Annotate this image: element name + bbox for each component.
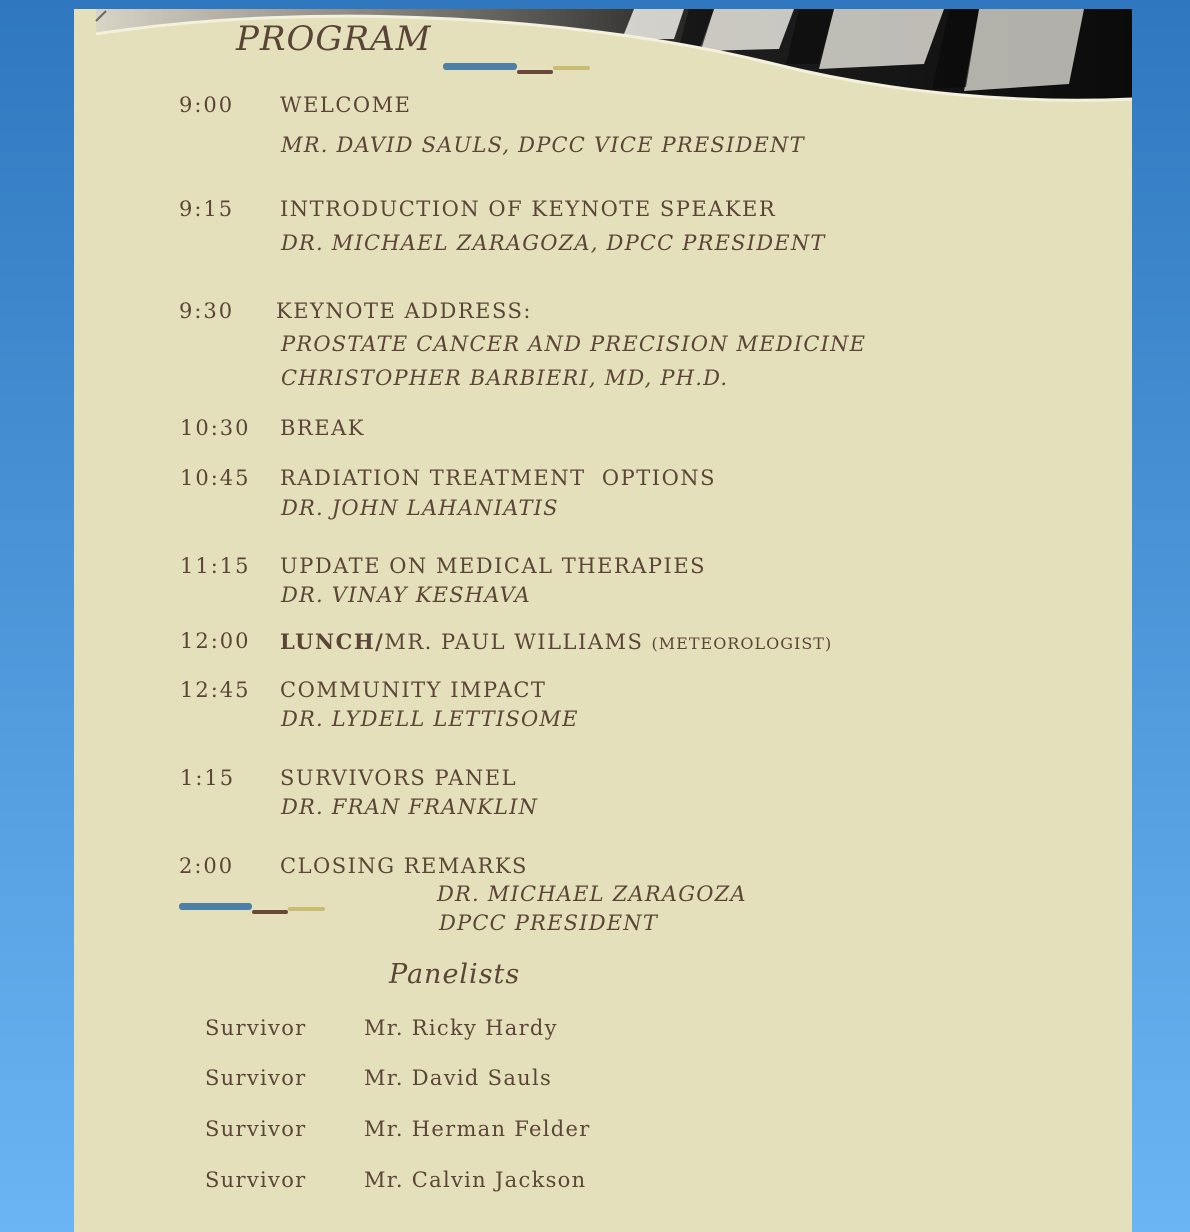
- schedule-title: COMMUNITY IMPACT: [280, 678, 547, 702]
- schedule-time: 12:00: [180, 629, 251, 653]
- schedule-title: CLOSING REMARKS: [280, 854, 528, 878]
- schedule-speaker: DR. MICHAEL ZARAGOZA, DPCC PRESIDENT: [281, 231, 826, 255]
- schedule-time: 9:00: [179, 93, 235, 117]
- schedule-speaker-title: DPCC PRESIDENT: [439, 911, 659, 935]
- schedule-title: SURVIVORS PANEL: [280, 766, 518, 790]
- section-divider: [179, 902, 329, 914]
- schedule-title: WELCOME: [280, 93, 412, 117]
- lunch-speaker-note: (METEOROLOGIST): [651, 634, 833, 653]
- schedule-speaker: DR. FRAN FRANKLIN: [281, 795, 539, 819]
- title-divider: [443, 62, 593, 74]
- schedule-speaker: CHRISTOPHER BARBIERI, MD, PH.D.: [281, 366, 729, 390]
- panelist-name: Mr. David Sauls: [364, 1066, 553, 1090]
- panelists-heading: Panelists: [389, 959, 521, 990]
- schedule-speaker: DR. MICHAEL ZARAGOZA: [437, 882, 747, 906]
- schedule-time: 1:15: [180, 766, 236, 790]
- panelist-role: Survivor: [205, 1117, 307, 1141]
- program-page: [74, 9, 1132, 1232]
- schedule-time: 9:15: [179, 197, 235, 221]
- schedule-time: 10:30: [180, 416, 251, 440]
- schedule-title: RADIATION TREATMENT OPTIONS: [280, 466, 717, 490]
- schedule-speaker: DR. LYDELL LETTISOME: [281, 707, 579, 731]
- schedule-title: BREAK: [280, 416, 365, 440]
- lunch-label: LUNCH/: [280, 629, 385, 654]
- schedule-time: 9:30: [179, 299, 235, 323]
- schedule-speaker: DR. JOHN LAHANIATIS: [281, 496, 559, 520]
- panelist-name: Mr. Calvin Jackson: [364, 1168, 587, 1192]
- schedule-time: 11:15: [180, 554, 251, 578]
- panelist-name: Mr. Ricky Hardy: [364, 1016, 558, 1040]
- schedule-title: KEYNOTE ADDRESS:: [276, 299, 532, 323]
- panelist-role: Survivor: [205, 1066, 307, 1090]
- lunch-line: [280, 629, 832, 654]
- schedule-time: 2:00: [179, 854, 235, 878]
- panelist-name: Mr. Herman Felder: [364, 1117, 591, 1141]
- schedule-time: 10:45: [180, 466, 251, 490]
- schedule-talk-title: PROSTATE CANCER AND PRECISION MEDICINE: [281, 332, 867, 356]
- schedule-speaker: DR. VINAY KESHAVA: [281, 583, 531, 607]
- schedule-speaker: MR. DAVID SAULS, DPCC VICE PRESIDENT: [281, 133, 805, 157]
- program-title: PROGRAM: [236, 19, 432, 59]
- schedule-time: 12:45: [180, 678, 251, 702]
- schedule-title: INTRODUCTION OF KEYNOTE SPEAKER: [280, 197, 777, 221]
- schedule-title: UPDATE ON MEDICAL THERAPIES: [280, 554, 707, 578]
- panelist-role: Survivor: [205, 1016, 307, 1040]
- lunch-speaker: MR. PAUL WILLIAMS: [384, 630, 644, 654]
- panelist-role: Survivor: [205, 1168, 307, 1192]
